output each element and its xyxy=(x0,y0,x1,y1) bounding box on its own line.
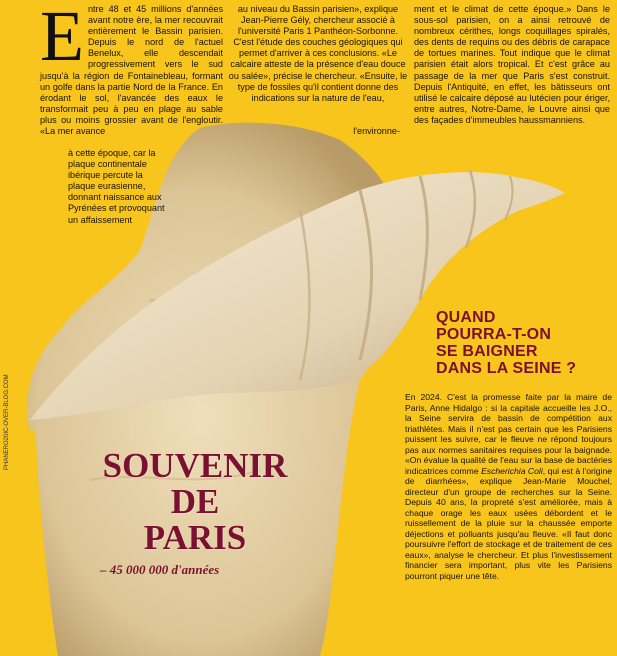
article-column-2-continuation: l'environne- xyxy=(353,126,400,136)
species-name: Escherichia Coli xyxy=(481,465,543,476)
article-column-1-continuation: à cette époque, car la plaque continentale ibérique percute la plaque eurasienne, donnant naissance aux Pyrénées et provoquant un affaissement xyxy=(68,148,165,225)
sidebar-title-line: DANS LA SEINE ? xyxy=(436,360,577,377)
drop-cap: E xyxy=(40,0,84,76)
sidebar-title-line: SE BAIGNER xyxy=(436,343,538,360)
article-text: au niveau du Bassin parisien», explique Jean-Pierre Gély, chercheur associé à l'université Paris 1 Panthéon-Sorbonne. C'est l'étude des couches géologiques qui permet d'arriver à ces conclusions. «Le calcaire atteste de la présence d'eau douce ou salée», précise le chercheur. «Ensuite, le type de fossiles qu'il contient donne des indications sur la nature de l'eau, xyxy=(228,4,408,103)
article-text: ment et le climat de cette époque.» Dans le sous-sol parisien, on a ainsi retrouvé de nombreux cérithes, longs coquillages spiralés, des dents de requins ou des débris de carapace de tortues marines. Tout indique que le climat parisien était alors tropical. Et c'est grâce au passage de la mer que Paris s'est construit. Depuis l'Antiquité, en effet, les bâtisseurs ont utilisé le calcaire déposé au lutécien pour ériger, entre autres, Notre-Dame, le Louvre ainsi que des façades d'immeubles haussmanniens. xyxy=(414,4,610,125)
sidebar-title xyxy=(436,309,606,377)
article-column-2 xyxy=(228,4,408,104)
feature-subtitle: – 45 000 000 d'années xyxy=(100,562,220,577)
article-column-3 xyxy=(414,4,610,126)
feature-headline: SOUVENIR DE PARIS xyxy=(102,446,288,557)
sidebar-title-line: POURRA-T-ON xyxy=(436,326,552,343)
article-column-1 xyxy=(40,0,223,137)
sidebar-body: En 2024. C'est la promesse faite par la maire de Paris, Anne Hidalgo : si la capitale accueille les J.O., la Seine servira de bassin de compétition aux triathlètes. Mais il n'est pas certain que les Parisiens puissent les suivre, car le fleuve ne répond toujours pas aux normes sanitaires requises pour la baignade. «On évalue la qualité de l'eau sur la base de bactéries indicatrices comme Escherichia Coli, qui est à l'origine de diarrhées», explique Jean-Marie Mouchel, directeur d'un groupe de recherches sur la Seine. Depuis 40 ans, la propreté s'est améliorée, mais à chaque orage les eaux usées débordent et le ruissellement de la pluie sur la chaussée emporte déjections et polluants jusqu'au fleuve. «Il faut donc poursuivre l'effort de stockage et de traitement de ces eaux», analyse le chercheur. Et plus l'investissement financier sera important, plus vite les Parisiens pourront piquer une tête. xyxy=(405,392,612,581)
sidebar-title-line: QUAND xyxy=(436,309,496,326)
article-text: ntre 48 et 45 millions d'années avant notre ère, la mer recouvrait entièrement le Bassin parisien. Depuis le nord de l'actuel Benelux, elle descendait progressivement vers le sud jusqu'à la région de Fontainebleau, formant un golfe dans la partie Nord de la France. En érodant le sol, l'avancée des eaux le transformait peu à peu en plage au sable plus ou moins grossier avant de l'engloutir. «La mer avance xyxy=(40,4,223,137)
photo-credit: PHANERO20IC-OVER-BLOG.COM xyxy=(4,374,10,470)
